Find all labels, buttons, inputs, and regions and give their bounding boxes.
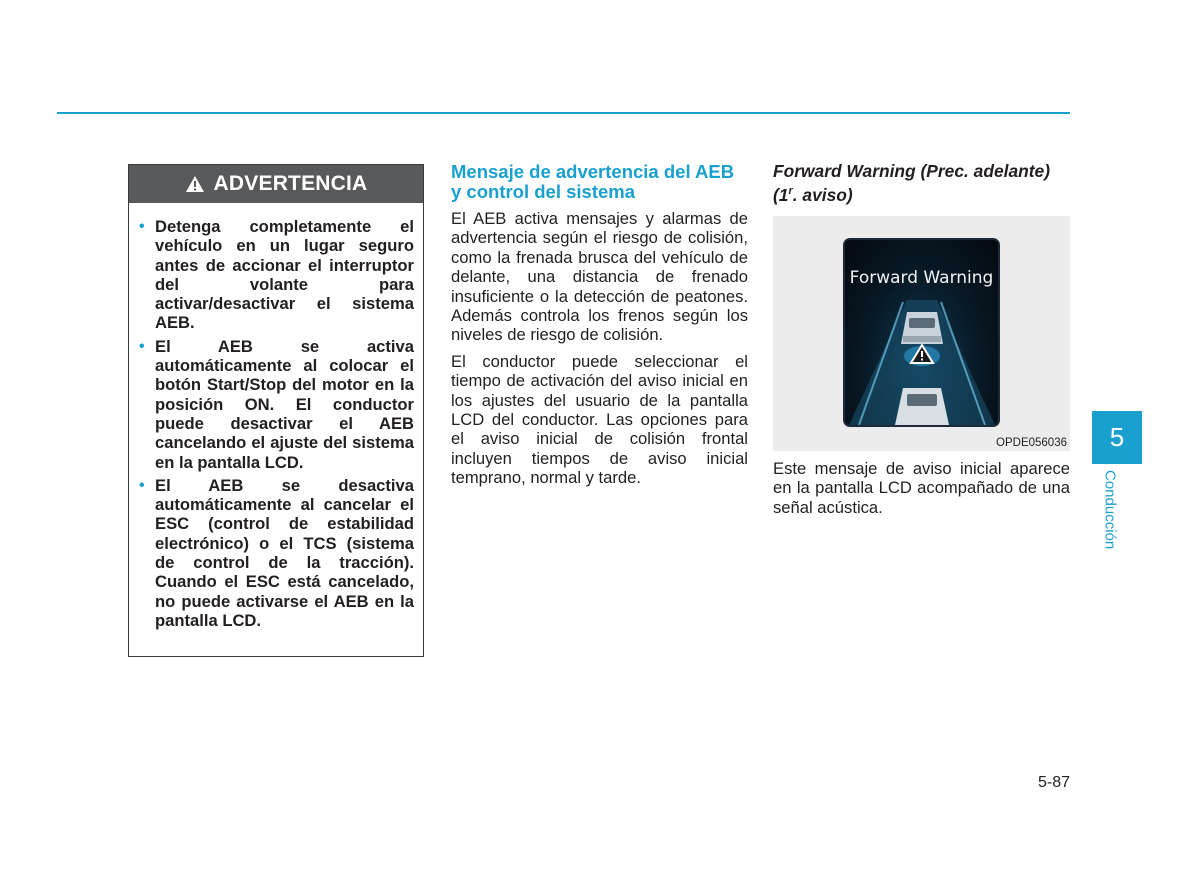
figure-title-sup: r — [788, 184, 793, 197]
bullet: • — [139, 476, 145, 494]
page-number: 5-87 — [1037, 774, 1070, 791]
figure-code: OPDE056036 — [996, 436, 1067, 449]
bullet: • — [139, 218, 145, 235]
figure — [773, 216, 1070, 451]
section-title: Mensaje de advertencia del AEB y control del sistema — [451, 161, 735, 202]
figure-title-main: Forward Warning (Prec. adelante) (1 — [773, 161, 1051, 205]
warning-title: ADVERTENCIA — [213, 172, 368, 195]
warning-item — [139, 337, 414, 472]
warning-item-text: El AEB se activa automáticamente al colocar el botón Start/Stop del motor en la posición ON. El conductor puede desactivar el AEB cancelando el ajuste del sistema en la pantalla LCD. — [155, 336, 414, 472]
own-car-icon — [895, 388, 949, 425]
bullet: • — [139, 337, 145, 355]
cluster-screen — [843, 238, 1000, 427]
warning-box — [128, 164, 424, 657]
warning-list — [129, 203, 423, 630]
warning-header — [129, 165, 423, 203]
top-rule — [57, 112, 1070, 114]
body-paragraph: El conductor puede seleccionar el tiempo de activación del aviso inicial en los ajustes del usuario de la pantalla LCD del conductor. Las opciones para el aviso inicial de colisión frontal incluyen tiempos de aviso inicial temprano, normal y tarde. — [451, 351, 748, 488]
screen-text: Forward Warning — [849, 267, 994, 288]
chapter-label: Conducción — [1101, 470, 1119, 550]
figure-title — [773, 162, 1070, 205]
lead-car-icon — [901, 312, 943, 344]
warning-item-text: El AEB se desactiva automáticamente al cancelar el ESC (control de estabilidad electrónico) o el TCS (sistema de control de la tracción). Cuando el ESC está cancelado, no puede activarse el AEB en la pantalla LCD. — [155, 475, 414, 630]
body-paragraph: El AEB activa mensajes y alarmas de advertencia según el riesgo de colisión, como la frenada brusca del vehículo de delante, una distancia de frenado insuficiente o la detección de peatones. Además controla los frenos según los niveles de riesgo de colisión. — [451, 209, 748, 345]
warning-triangle-icon — [185, 175, 205, 193]
road-illustration — [845, 300, 998, 425]
figure-caption: Este mensaje de aviso inicial aparece en la pantalla LCD acompañado de una señal acústica. — [773, 458, 1070, 517]
warning-item-text: Detenga completamente el vehículo en un lugar seguro antes de accionar el interruptor del volante para activar/desactivar el sistema AEB. — [155, 217, 414, 333]
figure-title-end: . aviso) — [792, 184, 853, 205]
chapter-tab: 5 — [1092, 411, 1142, 464]
middle-column — [451, 162, 748, 495]
warning-item — [139, 476, 414, 630]
warning-item — [139, 217, 414, 333]
right-column — [773, 162, 1070, 524]
